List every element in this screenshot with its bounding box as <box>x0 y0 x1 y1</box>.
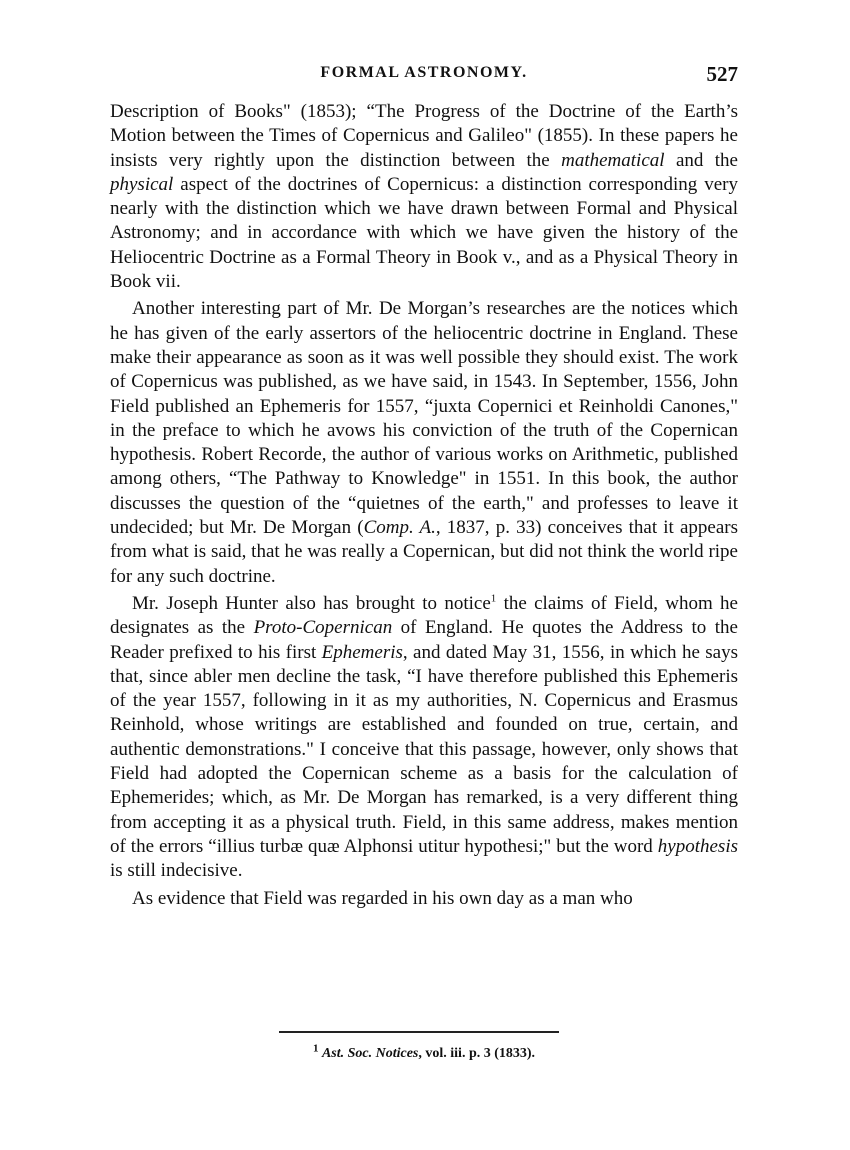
text-run: , vol. iii. p. 3 (1833). <box>418 1046 536 1061</box>
text-run: , and dated May 31, 1556, in which he says that, since abler men decline the task, “I have therefore published this Ephemeris of the year 1557, following in it as my authorities, N. Copernicus and Erasmus Reinhold, whose writings are established and founded on true, certain, and authentic demonstrations." I conceive that this passage, however, only shows that Field had adopted the Copernican scheme as a basis for the calculation of Ephemerides; which, as Mr. De Morgan has remarked, is a very different thing from accepting it as a physical truth. Field, in this same address, makes mention of the errors “illius turbæ quæ Alphonsi utitur hypothesi;" but the word <box>110 641 738 857</box>
body-text <box>110 100 738 911</box>
footnote-text <box>322 1046 535 1061</box>
text-run: of England. He quotes the Address to the Reader prefixed to his first <box>110 617 738 663</box>
footnote <box>110 1042 738 1062</box>
paragraph <box>110 297 738 589</box>
italic-text: mathematical <box>561 149 665 171</box>
paragraph <box>110 887 738 911</box>
text-run: the claims of Field, whom he designates as the <box>110 592 738 639</box>
text-run: is still indecisive. <box>110 860 243 882</box>
paragraph <box>110 592 738 884</box>
text-run: Description of Books" (1853); “The Progress of the Doctrine of the Earth’s Motion between the Times of Copernicus and Galileo" (1855). In these papers he insists very rightly upon the distinction between the <box>110 101 738 171</box>
italic-text: Ephemeris <box>321 641 403 663</box>
footnote-divider <box>279 1031 559 1033</box>
text-run: Another interesting part of Mr. De Morgan’s researches are the notices which he has given of the early assertors of the heliocentric doctrine in England. These make their appearance as soon as it was well possible they should exist. The work of Copernicus was published, as we have said, in 1543. In September, 1556, John Field published an Ephemeris for 1557, “juxta Copernici et Reinholdi Canones," in the preface to which he avows his conviction of the truth of the Copernican hypothesis. Robert Recorde, the author of various works on Arithmetic, published among others, “The Pathway to Knowledge" in 1551. In this book, the author discusses the question of the “quietnes of the earth," and professes to leave it undecided; but Mr. De Morgan ( <box>110 298 738 539</box>
running-title: FORMAL ASTRONOMY. <box>320 64 528 81</box>
paragraph <box>110 100 738 294</box>
footnote-marker: 1 <box>312 1042 319 1055</box>
text-run: and the <box>664 149 738 171</box>
italic-text: Ast. Soc. Notices <box>321 1046 419 1061</box>
italic-text: physical <box>110 173 174 195</box>
text-run: aspect of the doctrines of Copernicus: a distinction corresponding very nearly with the distinction which we have drawn between Formal and Physical Astronomy; and in accordance with which we have given the history of the Heliocentric Doctrine as a Formal Theory in Book v., and as a Physical Theory in Book vii. <box>110 173 738 293</box>
italic-text: hypothesis <box>657 835 738 857</box>
italic-text: Proto-Copernican <box>253 617 393 639</box>
running-head <box>110 62 738 92</box>
text-run: , 1837, p. 33) conceives that it appears from what is said, that he was really a Copernican, but did not think the world ripe for any such doctrine. <box>110 517 738 587</box>
italic-text: Comp. A. <box>363 517 436 539</box>
text-run: As evidence that Field was regarded in his own day as a man who <box>132 887 633 909</box>
page-number: 527 <box>706 62 738 86</box>
footnote-reference: 1 <box>490 592 497 605</box>
text-run: Mr. Joseph Hunter also has brought to notice <box>132 592 491 614</box>
